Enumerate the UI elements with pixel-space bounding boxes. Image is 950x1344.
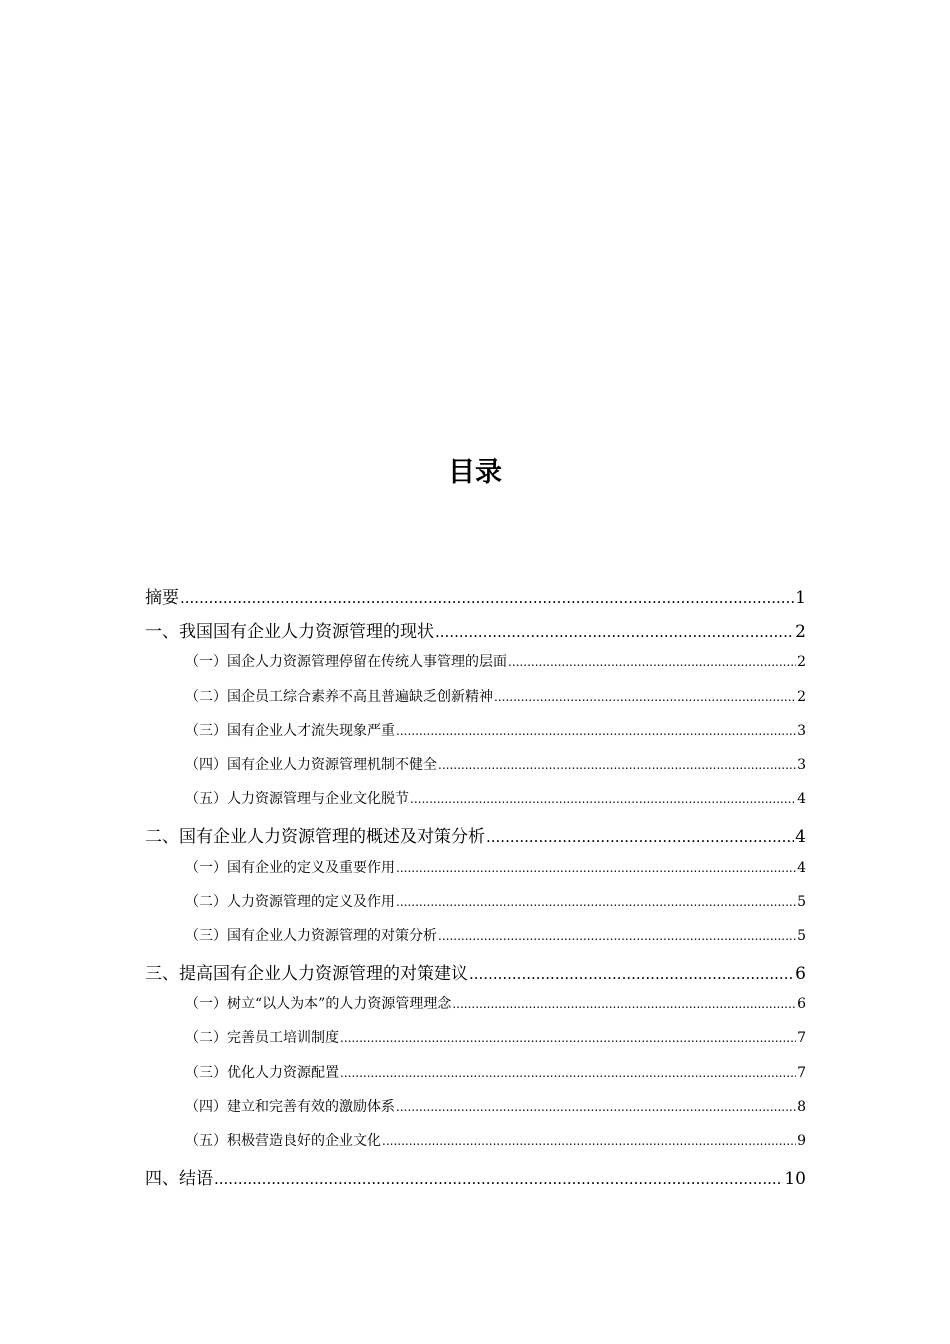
dot-leader [340,1031,796,1045]
toc-entry-page: 6 [795,964,806,985]
toc-entry-label: （一）树立“以人为本”的人力资源管理理念 [185,996,452,1013]
toc-entry[interactable] [145,959,806,993]
toc-entry-page: 9 [797,1133,806,1149]
dot-leader [382,1134,796,1148]
dot-leader [438,758,796,772]
toc-entry[interactable] [145,686,806,720]
dot-leader [396,861,796,875]
toc-entry-label: （二）国企员工综合素养不高且普遍缺乏创新精神 [185,688,493,705]
toc-entry[interactable] [145,1164,806,1198]
dot-leader [486,828,794,846]
toc-entry[interactable] [145,1062,806,1096]
toc-entry-page: 3 [797,722,806,739]
toc-entry-page: 5 [797,927,806,944]
toc-entry-page: 8 [797,1098,806,1115]
dot-leader [508,655,796,669]
toc-entry-label: （一）国企人力资源管理停留在传统人事管理的层面 [185,654,507,671]
toc-entry-label: （二）完善员工培训制度 [185,1030,339,1047]
dot-leader [452,997,796,1011]
toc-entry-label: 二、国有企业人力资源管理的概述及对策分析 [145,827,485,848]
toc-entry-page: 5 [797,893,806,910]
toc-entry-label: （五）积极营造良好的企业文化 [185,1133,381,1149]
toc-entry[interactable] [145,925,806,959]
toc-entry[interactable] [145,651,806,685]
toc-entry-label: （二）人力资源管理的定义及作用 [185,893,395,910]
toc-entry-label: （一）国有企业的定义及重要作用 [185,859,395,876]
toc-entry-label: 一、我国国有企业人力资源管理的现状 [145,622,434,643]
toc-entry-page: 7 [797,1064,806,1081]
toc-entry-label: 摘要 [145,588,179,608]
dot-leader [340,1066,796,1080]
toc-entry-label: 四、结语 [145,1169,213,1190]
toc-entry-label: （三）国有企业人才流失现象严重 [185,722,395,739]
toc-entry[interactable] [145,891,806,925]
dot-leader [396,895,796,909]
toc-title: 目录 [448,457,502,488]
dot-leader [396,1100,796,1114]
dot-leader [410,792,796,806]
toc-entry-label: （四）国有企业人力资源管理机制不健全 [185,756,437,773]
table-of-contents [145,583,806,1198]
toc-entry[interactable] [145,583,806,617]
toc-entry[interactable] [145,1096,806,1130]
dot-leader [435,623,794,641]
dot-leader [469,965,794,983]
dot-leader [396,724,796,738]
toc-entry-page: 4 [795,827,806,848]
toc-entry[interactable] [145,822,806,856]
toc-entry-page: 2 [797,688,806,705]
toc-entry-page: 2 [797,654,806,671]
toc-entry[interactable] [145,1027,806,1061]
dot-leader [214,1170,783,1188]
toc-entry-label: （五）人力资源管理与企业文化脱节 [185,791,409,808]
toc-entry-label: （三）国有企业人力资源管理的对策分析 [185,927,437,944]
toc-entry-page: 3 [797,756,806,773]
toc-entry-page: 4 [797,859,806,876]
toc-entry-page: 6 [797,996,806,1013]
toc-entry[interactable] [145,617,806,651]
dot-leader [180,589,794,607]
dot-leader [438,929,796,943]
toc-entry-label: （三）优化人力资源配置 [185,1064,339,1081]
toc-entry-page: 2 [795,622,806,643]
toc-entry[interactable] [145,788,806,822]
toc-entry[interactable] [145,1130,806,1164]
dot-leader [494,690,796,704]
toc-entry-page: 7 [797,1030,806,1047]
toc-entry-page: 10 [784,1169,806,1190]
toc-entry-page: 1 [795,588,806,608]
toc-entry-label: 三、提高国有企业人力资源管理的对策建议 [145,964,468,985]
toc-entry[interactable] [145,857,806,891]
toc-entry[interactable] [145,754,806,788]
toc-entry-label: （四）建立和完善有效的激励体系 [185,1098,395,1115]
toc-entry[interactable] [145,993,806,1027]
toc-entry[interactable] [145,720,806,754]
toc-entry-page: 4 [797,791,806,808]
